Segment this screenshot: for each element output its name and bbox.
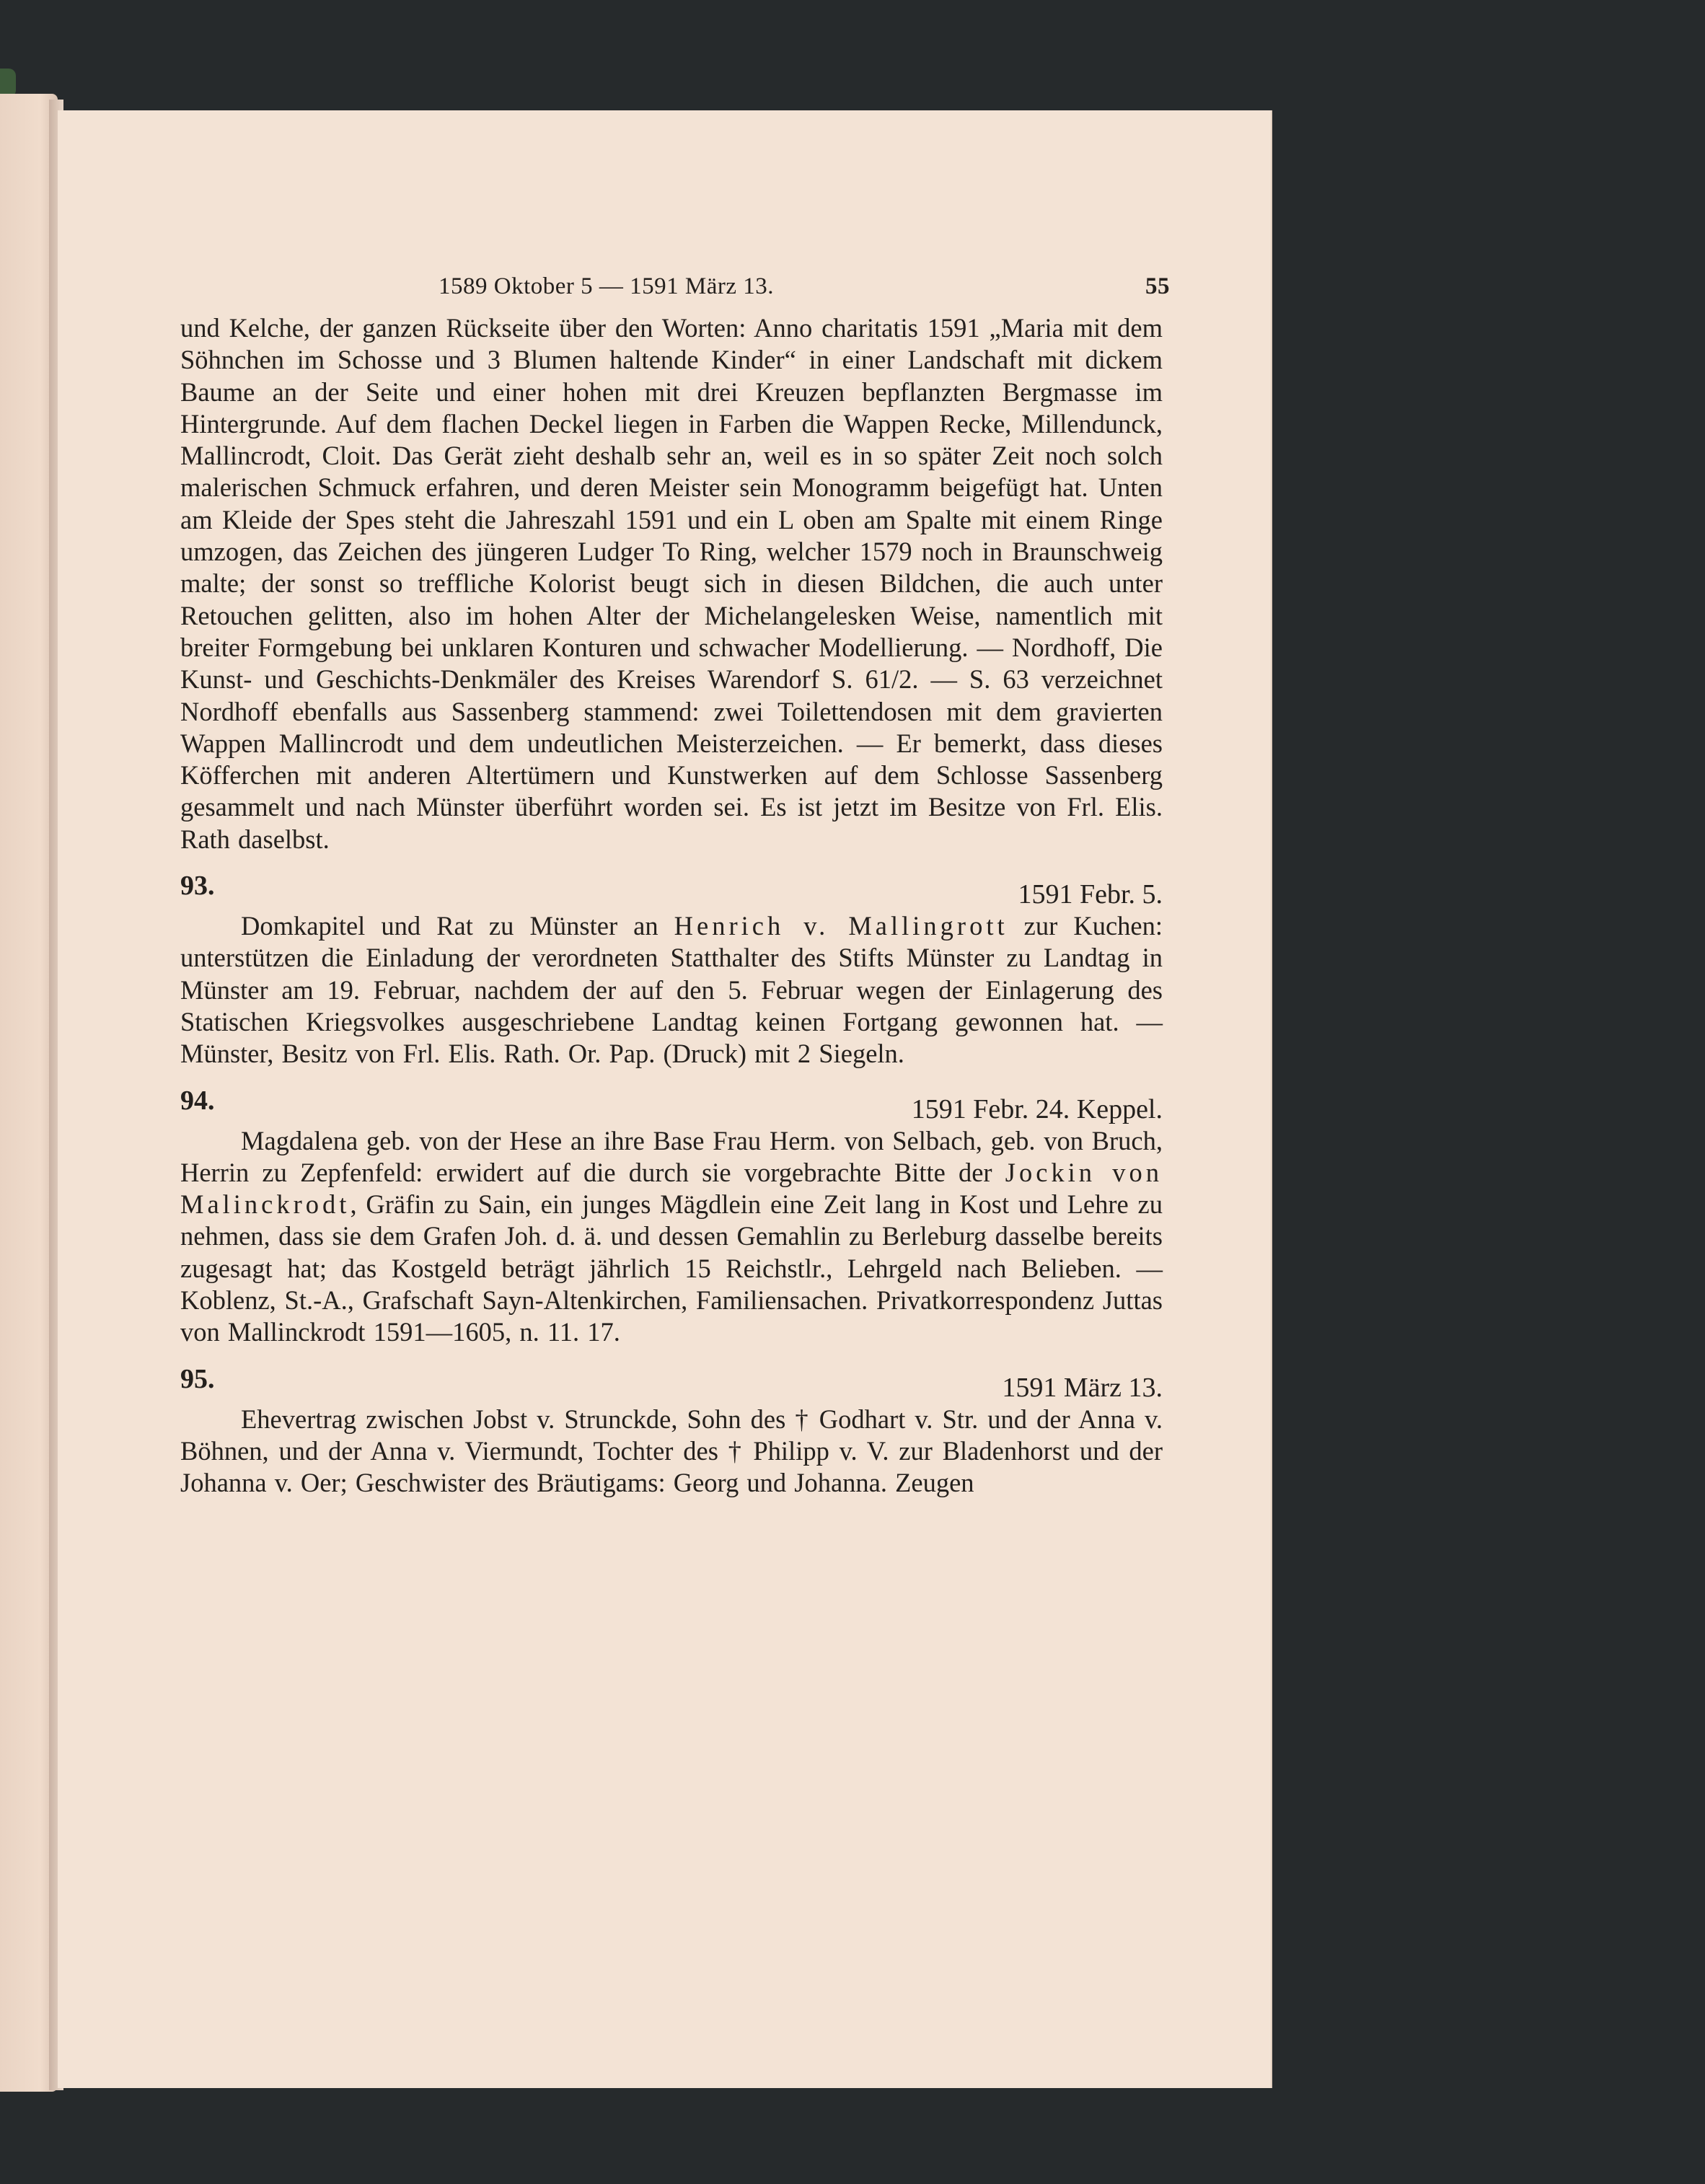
running-title: 1589 Oktober 5 — 1591 März 13.	[439, 273, 775, 299]
entry-94	[180, 1085, 1163, 1349]
entry-body	[180, 1125, 1163, 1349]
running-header	[180, 263, 1170, 307]
book-spine	[0, 69, 16, 97]
book-page	[58, 110, 1271, 2088]
entry-text: Ehevertrag zwischen Jobst v. Strunckde, Sohn des † Godhart v. Str. und der Anna v. Böhnen, und der Anna v. Viermundt, Tochter des † Philipp v. V. zur Bladenhorst und der Johanna v. Oer; Geschwister des Bräutigams: Georg und Johanna. Zeugen	[180, 1404, 1163, 1498]
page-number: 55	[1145, 273, 1170, 299]
page-content	[180, 263, 1170, 1500]
entry-number: 95.	[180, 1363, 215, 1394]
entry-number: 93.	[180, 871, 215, 902]
entry-date: 1591 März 13.	[1002, 1372, 1163, 1403]
entry-heading	[180, 1085, 1163, 1125]
entry-93	[180, 870, 1163, 1070]
entry-body	[180, 1404, 1163, 1500]
entry-text: zur Kuchen: unterstützen die Einladung der verordneten Statthalter des Stifts Münster zu Landtag in Münster am 19. Februar, nachdem der auf den 5. Februar wegen der Einlagerung des Statischen Kriegsvolkes ausgeschriebene Landtag keinen Fortgang gewonnen hat. — Münster, Besitz von Frl. Elis. Rath. Or. Pap. (Druck) mit 2 Siegeln.	[180, 911, 1163, 1069]
entry-text: Domkapitel und Rat zu Münster an	[241, 911, 674, 941]
entry-text: Magdalena geb. von der Hese an ihre Base Frau Herm. von Selbach, geb. von Bruch, Herrin zu Zepfenfeld: erwidert auf die durch sie vorgebrachte Bitte der	[180, 1125, 1163, 1187]
entry-text: , Gräfin zu Sain, ein junges Mägdlein eine Zeit lang in Kost und Lehre zu nehmen, dass sie dem Grafen Joh. d. ä. und dessen Gemahlin zu Berleburg dasselbe bereits zugesagt hat; das Kostgeld beträgt jährlich 15 Reichstlr., Lehrgeld nach Belieben. — Koblenz, St.-A., Grafschaft Sayn-Altenkirchen, Familiensachen. Privatkorrespondenz Juttas von Mallinckrodt 1591—1605, n. 11. 17.	[180, 1189, 1163, 1347]
continuation-paragraph: und Kelche, der ganzen Rückseite über den Worten: Anno charitatis 1591 „Maria mit dem Söhnchen im Schosse und 3 Blumen haltende Kinder“ in einer Landschaft mit dickem Baume an der Seite und einer hohen mit drei Kreuzen bepflanzten Bergmasse im Hintergrunde. Auf dem flachen Deckel liegen in Farben die Wappen Recke, Millendunck, Mallincrodt, Cloit. Das Gerät zieht deshalb sehr an, weil es in so später Zeit noch solch malerischen Schmuck erfahren, und deren Meister sein Monogramm beigefügt hat. Unten am Kleide der Spes steht die Jahreszahl 1591 und ein L oben am Spalte mit einem Ringe umzogen, das Zeichen des jüngeren Ludger To Ring, welcher 1579 noch in Braunschweig malte; der sonst so treffliche Kolorist beugt sich in diesen Bildchen, die auch unter Retouchen gelitten, also im hohen Alter der Michelangelesken Weise, namentlich mit breiter Formgebung bei unklaren Konturen und schwacher Modellierung. — Nordhoff, Die Kunst- und Geschichts-Denkmäler des Kreises Warendorf S. 61/2. — S. 63 verzeichnet Nordhoff ebenfalls aus Sassenberg stammend: zwei Toilettendosen mit dem gravierten Wappen Mallincrodt und dem undeutlichen Meisterzeichen. — Er bemerkt, dass dieses Köfferchen mit anderen Altertümern und Kunstwerken auf dem Schlosse Sassenberg gesammelt und nach Münster überführt worden sei. Es ist jetzt im Besitze von Frl. Elis. Rath daselbst.	[180, 313, 1163, 854]
entry-number: 94.	[180, 1085, 215, 1116]
entry-body	[180, 910, 1163, 1070]
entry-date: 1591 Febr. 5.	[1018, 879, 1163, 910]
entry-95	[180, 1363, 1163, 1500]
spaced-person-name: Henrich v. Mallingrott	[674, 911, 1008, 941]
spaced-person-name: Jockin von Malinckrodt	[180, 1157, 1163, 1220]
entry-date: 1591 Febr. 24. Keppel.	[911, 1093, 1163, 1124]
entry-heading	[180, 1363, 1163, 1404]
entry-heading	[180, 870, 1163, 910]
